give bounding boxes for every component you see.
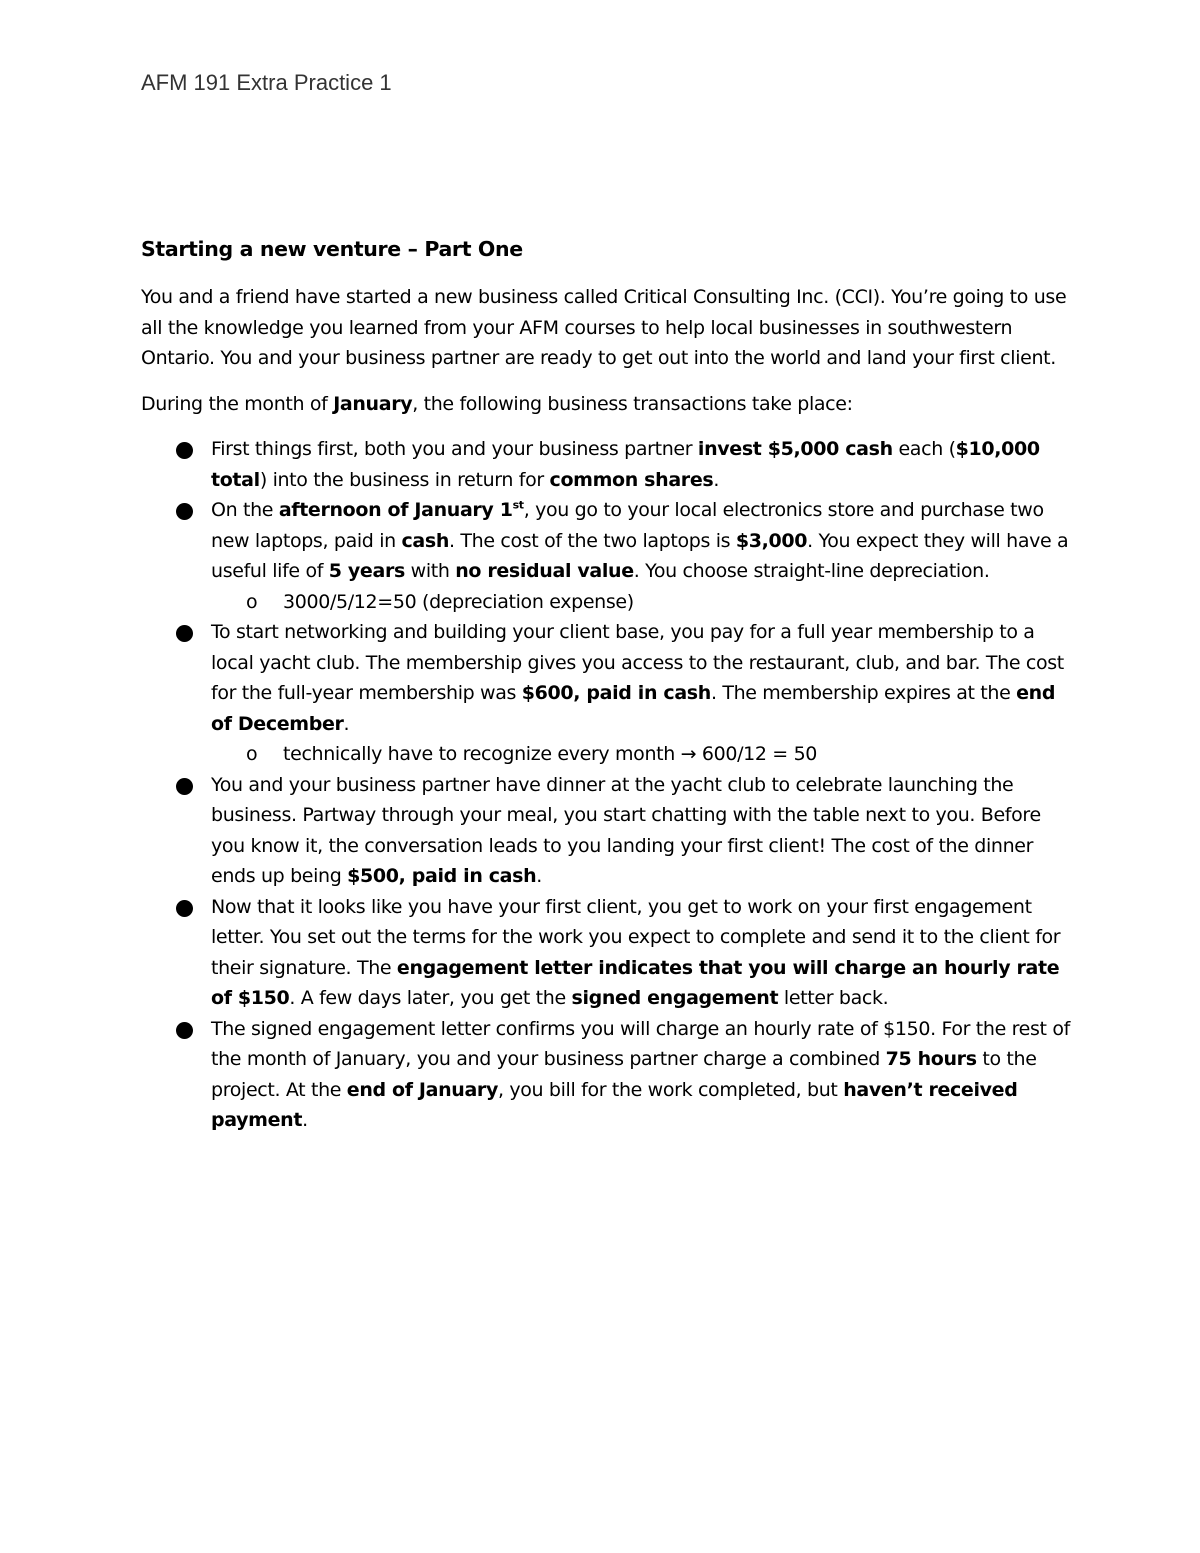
transaction-text: . You choose straight-line depreciation.	[633, 560, 990, 582]
page-header: AFM 191 Extra Practice 1	[141, 70, 392, 95]
transaction-emphasis: $500, paid in cash	[347, 865, 537, 887]
sub-bullet-icon: o	[246, 590, 258, 613]
month-lead-paragraph	[141, 389, 1076, 420]
sub-note-item	[211, 587, 1076, 618]
transaction-emphasis: end of January	[346, 1078, 498, 1101]
transaction-emphasis: $10,000 total	[211, 438, 1040, 491]
transaction-text: The signed engagement letter confirms you will charge an hourly rate of $150. For the rest of the month of January, you and your business partner charge a combined	[211, 1017, 1070, 1070]
transaction-text: .	[536, 865, 542, 887]
transaction-item	[141, 434, 1076, 495]
sub-bullet-icon: o	[246, 743, 258, 765]
transaction-item	[141, 1014, 1076, 1136]
bullet-icon	[176, 1022, 193, 1039]
transaction-emphasis: $3,000	[735, 529, 808, 552]
transaction-emphasis: no residual value	[455, 560, 634, 582]
transaction-emphasis: common shares	[549, 468, 714, 491]
transaction-item	[141, 770, 1076, 892]
transaction-text: , you go to your local electronics store and purchase two new laptops, paid in	[211, 499, 1044, 552]
transaction-text: Now that it looks like you have your first client, you get to work on your first engagement letter. You set out the terms for the work you expect to complete and send it to the client for their signature. The	[211, 895, 1061, 979]
month-lead-emphasis: January	[333, 392, 413, 415]
transaction-text: To start networking and building your client base, you pay for a full year membership to a local yacht club. The membership gives you access to the restaurant, club, and bar. The cost for the full-year membership was	[211, 621, 1064, 704]
month-lead-text: During the month of	[141, 392, 334, 415]
transaction-emphasis: invest $5,000 cash	[697, 438, 893, 460]
transaction-text: On the	[211, 499, 279, 521]
transaction-text: ) into the business in return for	[259, 468, 550, 491]
transaction-emphasis: 75 hours	[885, 1048, 977, 1070]
transaction-text: . You expect they will have a useful life of	[211, 529, 1069, 582]
bullet-icon	[176, 625, 193, 642]
transaction-emphasis: engagement letter indicates that you will charge an hourly rate of $150	[211, 956, 1060, 1009]
transaction-text: . A few days later, you get the	[289, 987, 572, 1009]
transaction-text: , you bill for the work completed, but	[497, 1078, 844, 1101]
transaction-text: with	[404, 560, 456, 582]
ordinal-suffix: st	[512, 498, 524, 512]
transaction-emphasis: $600, paid in cash	[521, 682, 711, 704]
transaction-item	[141, 495, 1076, 617]
transaction-list	[141, 434, 1076, 1136]
bullet-icon	[176, 442, 193, 459]
sub-note-text: 3000/5/12=50 (depreciation expense)	[283, 590, 634, 613]
transaction-text: .	[713, 468, 720, 491]
sub-note-list	[211, 739, 1076, 770]
transaction-emphasis: haven’t received payment	[211, 1078, 1018, 1131]
transaction-item	[141, 617, 1076, 770]
month-lead-text: , the following business transactions take place:	[412, 392, 853, 415]
transaction-text: . The cost of the two laptops is	[449, 529, 736, 552]
section-title: Starting a new venture – Part One	[141, 237, 523, 261]
bullet-icon	[176, 778, 193, 795]
sub-note-list	[211, 587, 1076, 618]
transaction-emphasis: signed engagement	[571, 987, 779, 1009]
transaction-text: each (	[892, 438, 956, 460]
transaction-text: First things first, both you and your business partner	[211, 438, 698, 460]
transaction-emphasis: afternoon of January 1	[278, 499, 513, 521]
transaction-emphasis: 5 years	[328, 560, 405, 582]
transaction-emphasis: cash	[401, 529, 450, 552]
bullet-icon	[176, 503, 193, 520]
transaction-text: .	[343, 712, 350, 735]
bullet-icon	[176, 900, 193, 917]
intro-paragraph: You and a friend have started a new business called Critical Consulting Inc. (CCI). You’re going to use all the knowledge you learned from your AFM courses to help local businesses in southwestern Ontario. You and your business partner are ready to get out into the world and land your first client.	[141, 286, 1067, 369]
transaction-text: .	[302, 1109, 308, 1131]
transaction-text: You and your business partner have dinner at the yacht club to celebrate launching the business. Partway through your meal, you start chatting with the table next to you. Before you know it, the conversation leads to you landing your first client! The cost of the dinner ends up being	[211, 773, 1041, 887]
transaction-item	[141, 892, 1076, 1014]
document-body	[141, 234, 1076, 1136]
transaction-text: to the project. At the	[211, 1048, 1037, 1101]
sub-note-text: technically have to recognize every month → 600/12 = 50	[283, 743, 818, 765]
sub-note-item	[211, 739, 1076, 770]
transaction-emphasis: end of December	[211, 682, 1056, 735]
transaction-text: . The membership expires at the	[710, 682, 1017, 704]
transaction-text: letter back.	[778, 987, 889, 1009]
